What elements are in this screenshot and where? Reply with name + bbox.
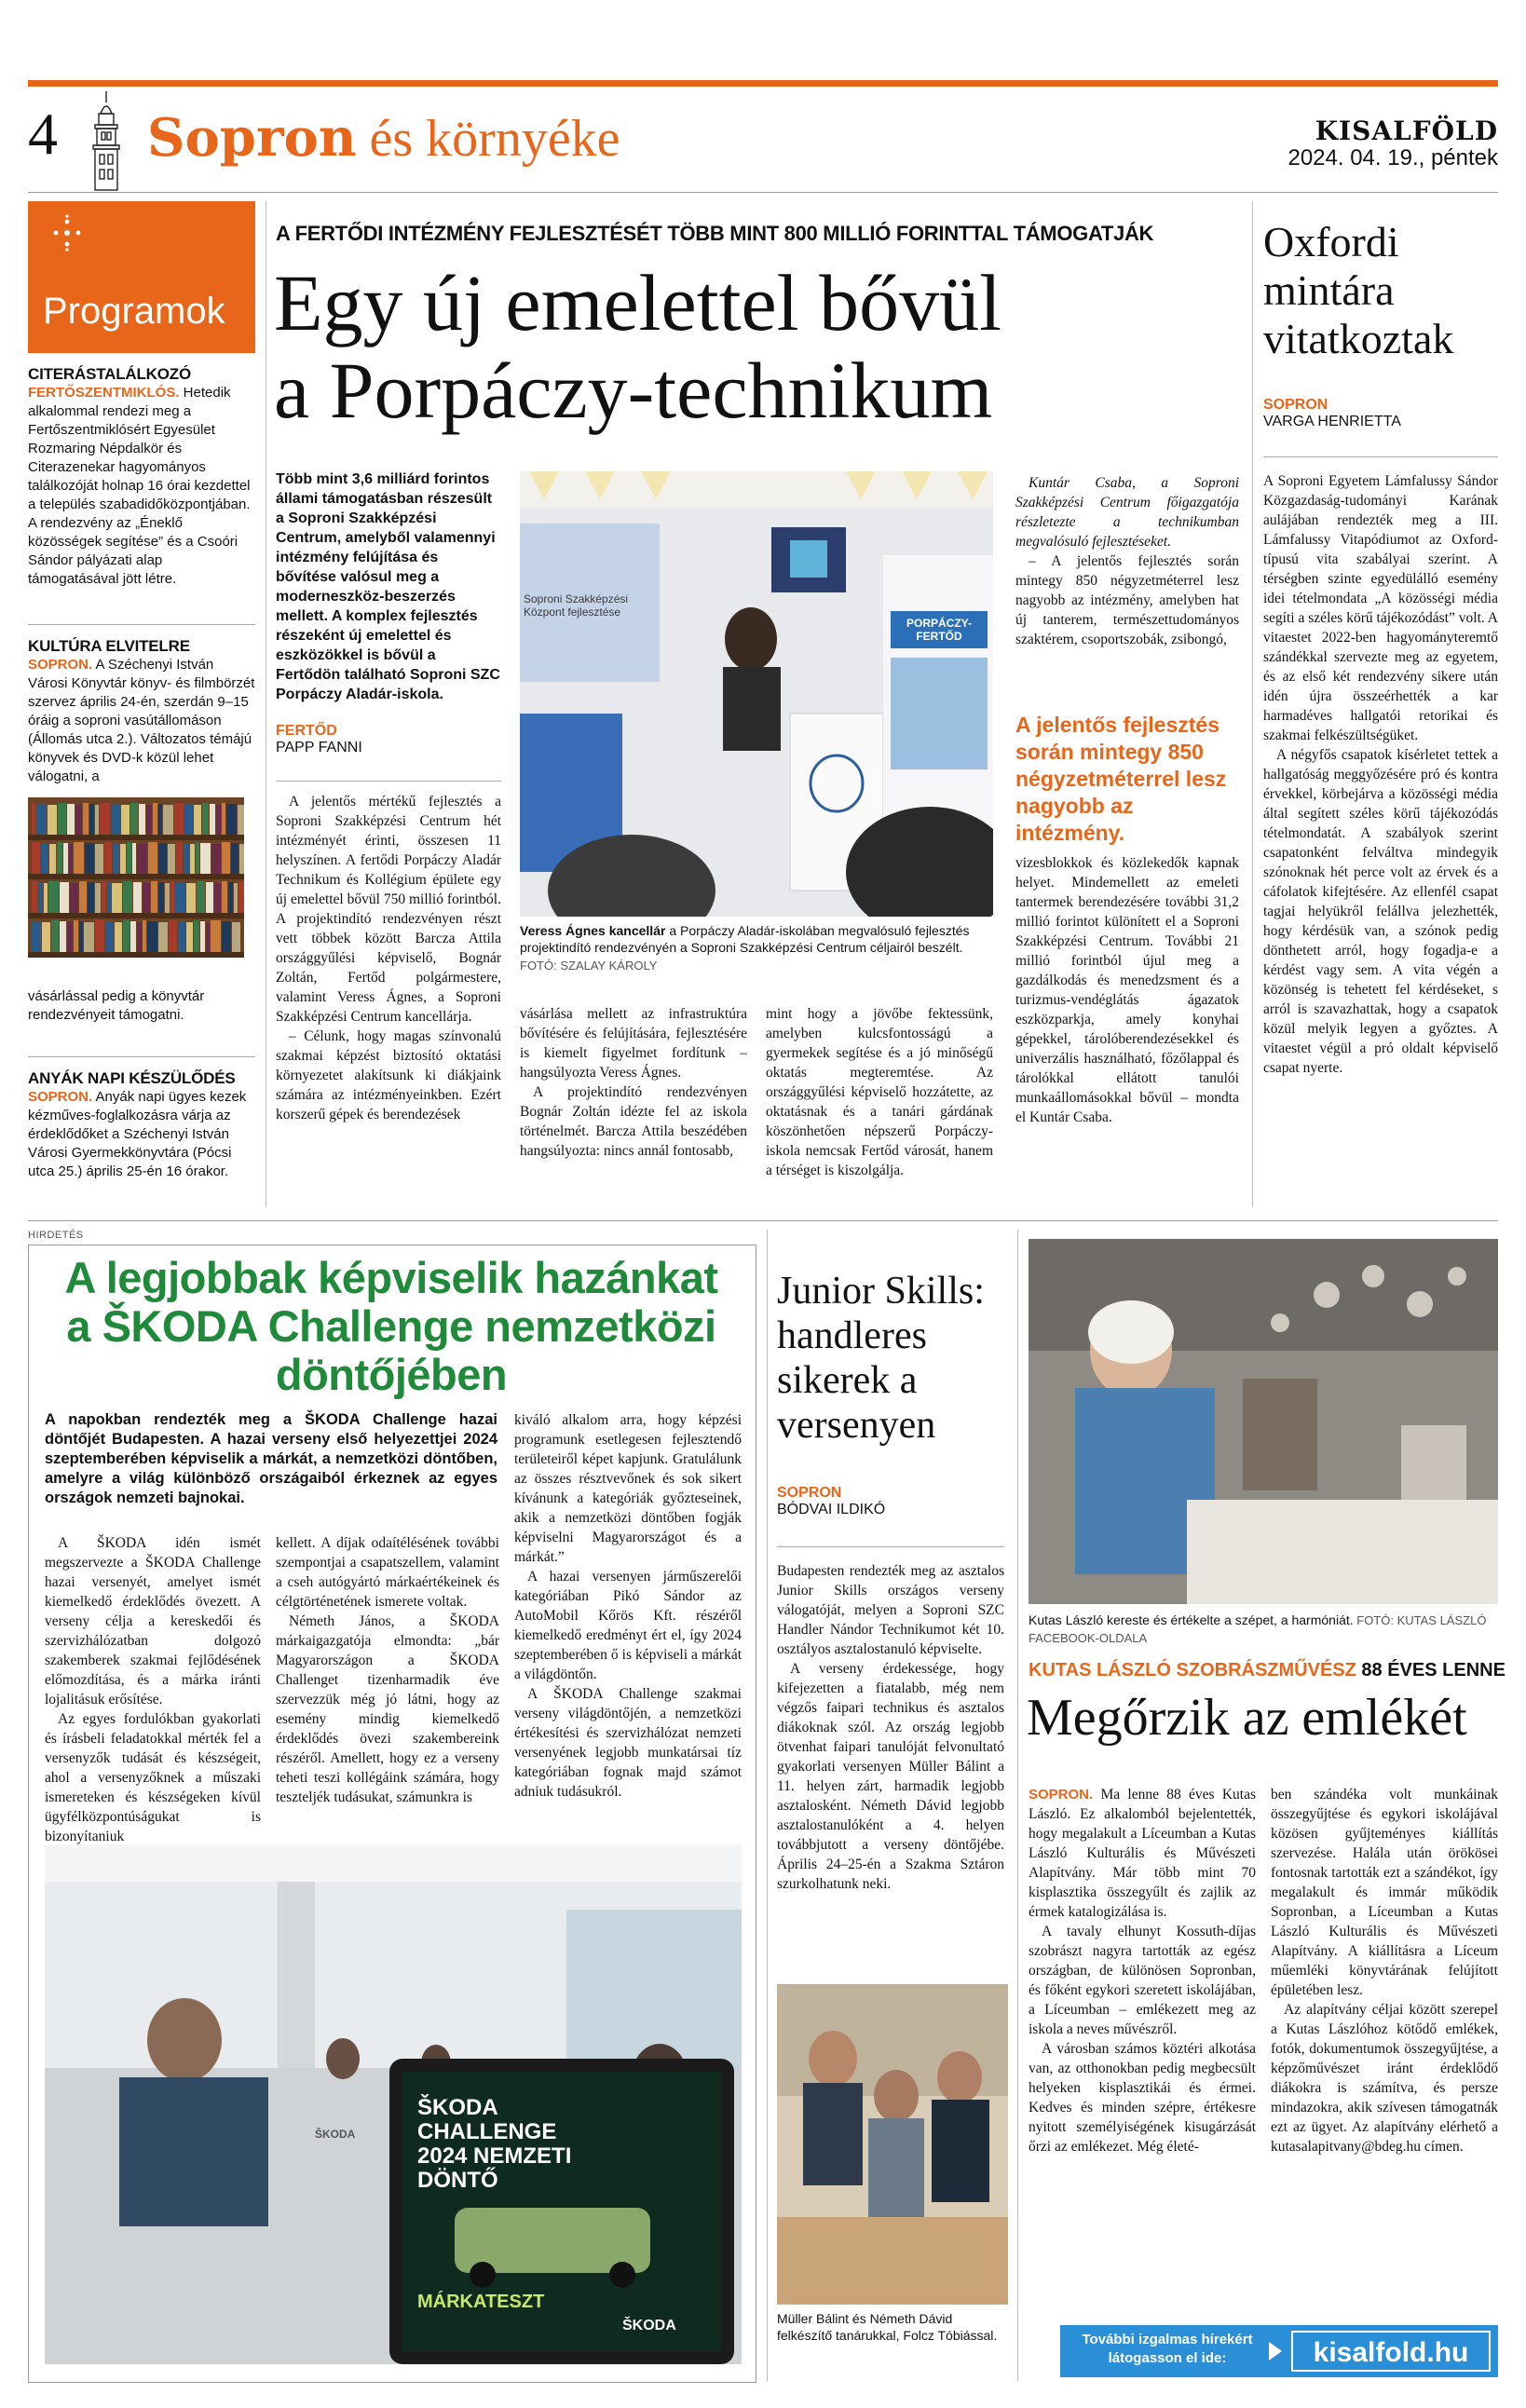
byline-location: SOPRON: [777, 1485, 842, 1501]
ad-label: HIRDETÉS: [28, 1230, 84, 1241]
byline-author: VARGA HENRIETTA: [1263, 414, 1401, 429]
section-title-bold: Sopron: [147, 107, 357, 169]
program-text: A Széchenyi István Városi Könyvtár könyv- és filmbörzét szervez április 24-én, szerdán 9–15 óráig a soproni vasútállomáson (Állomás utca 2.). Változatos témájú könyvek és DVD-k közül lehet válogatni, a: [28, 657, 255, 784]
ad-photo: [45, 1844, 742, 2364]
paragraph: – A jelentős fejlesztés során mintegy 850 négyzetméterrel lesz nagyobb az intézmény, amelyben hat új tanterem, természettudományos szaktérem, csoportszobák, zsibongó,: [1015, 553, 1239, 647]
paragraph: [1015, 473, 1239, 551]
main-photo-caption: [520, 922, 993, 974]
paragraph: A városban számos köztéri alkotása van, az otthonokban pedig megbecsült helyeken kisplasztikái és érmei. Kedves és minden szépre, értékesre nyitott személyiségének kisugárzását őrzi az emlékezet. Még életé-: [1029, 2041, 1256, 2155]
main-col-4: [1015, 473, 1239, 649]
paragraph: [1029, 1785, 1256, 1922]
byline: [276, 723, 501, 756]
paragraph: mint hogy a jövőbe fektessünk, amelyben kulcsfontosságú a gyermekek segítése és a jó minőségű oktatás megteremtése. Az országgyűlési képviselő hozzátette, az oktatásnak és a tanári gárdának köszönhetően népszerű Porpáczy-iskola nemcsak Fertőd városát, hanem a térséget is kiszolgálja.: [766, 1006, 993, 1178]
kicker-bold: KUTAS LÁSZLÓ SZOBRÁSZMŰVÉSZ: [1029, 1660, 1356, 1680]
main-kicker: A FERTŐDI INTÉZMÉNY FEJLESZTÉSÉT TÖBB MINT 800 MILLIÓ FORINTTAL TÁMOGATJÁK: [276, 222, 1154, 245]
divider: [276, 781, 501, 782]
paragraph: vizesblokkok és közlekedők kapnak helyet. Mindemellett az emeleti tantermek berendezésére további 31,2 millió forintot különített el a Soproni Szakképzési Centrum. További 21 millió forintból újul meg a gazdálkodás és menedzsment és a turizmus-vendéglátás ágazatok eszközparkja, amely konyhai gépekkel, tárolóberendezésekkel és univerzális használható, főzőlappal és tárolókkal ellátott tanulói munkaállomásokkal bővül – mondta el Kuntár Csaba.: [1015, 855, 1239, 1125]
paragraph-text: Ma lenne 88 éves Kutas László. Ez alkalomból bejelentették, hogy megalakult a Líceumban a Kutas László Kulturális és Művészeti Alapítvány. Már több mint 70 kisplasztika összegyűlt és zajlik az érmek katalogizálása is.: [1029, 1787, 1256, 1920]
caption-credit: FOTÓ: SZALAY KÁROLY: [520, 959, 658, 973]
program-title: CITERÁSTALÁLKOZÓ: [28, 365, 191, 383]
paragraph: Budapesten rendezték meg az asztalos Junior Skills országos verseny válogatóját, melyen a Soproni SZC Handler Nándor Technikumot két 10. osztályos asztalostanuló képviselte.: [777, 1563, 1004, 1657]
byline-location: SOPRON: [1263, 397, 1328, 413]
oxford-body: [1263, 471, 1498, 1078]
tablet-line: DÖNTŐ: [417, 2168, 498, 2193]
ad-headline-line-2: a ŠKODA Challenge nemzetközi: [66, 1301, 716, 1351]
page-number: 4: [28, 101, 58, 167]
tablet-line: 2024 NEMZETI: [417, 2143, 572, 2169]
byline-author: BÓDVAI ILDIKÓ: [777, 1502, 886, 1517]
promo-line-1: További izgalmas hírekért: [1082, 2332, 1253, 2347]
ad-col-1: [45, 1533, 261, 1846]
paragraph: Németh János, a ŠKODA márkaigazgatója elmondta: „bár Magyarországon a ŠKODA Challenget tizenharmadik éve szervezzük még jó látni, hogy az esemény mindig kiemelkedő érdeklődés övezi szakembereink részéről. Amellett, hogy ez a verseny teheti teszi kollégáink számára, hogy teszteljék tudásukat, számunkra is: [276, 1613, 499, 1805]
bookshelf-photo: [28, 797, 244, 958]
program-text-after: vásárlással pedig a könyvtár rendezvényeit támogatni.: [28, 988, 205, 1023]
divider: [777, 1546, 1004, 1547]
tablet-subtitle: MÁRKATESZT: [417, 2292, 545, 2312]
main-headline: [274, 259, 1252, 434]
programs-box: [28, 201, 255, 353]
ad-col-3: [514, 1410, 742, 1802]
caption-credit: FOTÓ: KUTAS LÁSZLÓ FACEBOOK-OLDALA: [1029, 1613, 1487, 1645]
caption-text: a Porpáczy Aladár-iskolában megvalósuló fejlesztés projektindító rendezvényén a Soproni Szakképzési Centrum céljairól beszélt.: [520, 923, 970, 955]
paragraph: A hazai versenyen járműszerelői kategóriában Pikó Sándor az AutoMobil Kőrös Kft. részéről kiemelkedő eredményt ért el, így 2024 szeptemberében ő is képviseli a márkát a világdöntőn.: [514, 1569, 742, 1682]
program-item-1: [28, 365, 255, 589]
divider: [1263, 456, 1498, 457]
paragraph-text: Kuntár Csaba, a Soproni Szakképzési Centrum főigazgatója részletezte a technikumban megvalósuló fejlesztéseket.: [1015, 475, 1239, 550]
ad-lead: A napokban rendezték meg a ŠKODA Challenge hazai döntőjét Budapesten. A hazai verseny első helyezettjei 2024 szeptemberében képviselik a márkát, a nemzetközi döntőben, amelyre a világ különböző országaiból érkeznek az egyes országok nemzeti bajnokai.: [45, 1411, 497, 1506]
ad-headline-line-1: A legjobbak képviselik hazánkat: [64, 1253, 718, 1302]
oxford-headline: Oxfordi mintára vitatkoztak: [1263, 218, 1454, 362]
headline-line-1: Egy új emelettel bővül: [274, 258, 1001, 347]
kutas-location: SOPRON.: [1029, 1787, 1094, 1803]
program-text: Anyák napi ügyes kezek kézműves-foglalkozásra várja az érdeklődőket a Széchenyi István Városi Gyermekkönyvtára (Pócsi utca 25.) április 25-én 16 órakor.: [28, 1089, 247, 1179]
headline-line-2: a Porpáczy-technikum: [274, 346, 993, 435]
sculptor-photo: [1029, 1239, 1498, 1604]
tablet-line: CHALLENGE: [417, 2119, 557, 2144]
column-rule: [1252, 201, 1253, 1207]
paragraph: vásárlása mellett az infrastruktúra bővítésére és felújítására, fejlesztésére is kiemelt figyelmet fordítunk – hangsúlyozta Veress Ágnes.: [520, 1006, 747, 1081]
tablet-line: ŠKODA: [417, 2095, 498, 2120]
promo-line-2: látogasson el ide:: [1108, 2350, 1227, 2366]
junior-headline: Junior Skills: handleres sikerek a versenyen: [777, 1270, 985, 1447]
ad-headline: [37, 1254, 745, 1399]
program-item-2: [28, 637, 255, 786]
main-col-3: [766, 1004, 993, 1180]
program-location: SOPRON.: [28, 1089, 93, 1105]
promo-site-link[interactable]: kisalfold.hu: [1291, 2331, 1491, 2372]
byline-location: FERTŐD: [276, 723, 337, 739]
section-title-rest: és környéke: [356, 110, 620, 168]
kutas-col-2: [1271, 1785, 1498, 2156]
sparkle-icon: [48, 214, 86, 252]
header-rule: [28, 192, 1498, 193]
junior-photo: [777, 1984, 1008, 2305]
pull-quote: A jelentős fejlesztés során mintegy 850 négyzetméterrel lesz nagyobb az intézmény.: [1015, 713, 1227, 845]
paragraph: A ŠKODA idén ismét megszervezte a ŠKODA Challenge hazai versenyét, amelyet ismét kiemelkedő érdeklődés övezett. A verseny célja a kereskedői és szervizhálózatban dolgozó szakemberek szakmai fejlődésének előmozdítása, és a márka iránti lojalitásuk erősítése.: [45, 1535, 261, 1707]
oxford-byline: [1263, 397, 1492, 430]
program-location: SOPRON.: [28, 657, 93, 673]
paragraph: A jelentős mértékű fejlesztés a Soproni Szakképzési Centrum hét intézményét érinti, összesen 11 helyszínen. A fertődi Porpáczy Aladár Technikum és Kollégium épülete egy új emelettel bővül 750 millió forintból. A projektindító rendezvényen részt vett többek között Barcza Attila országgyűlési képviselő, Bognár Zoltán, Fertőd polgármestere, valamint Veress Ágnes, a Soproni Szakképzési Centrum kancellárja.: [276, 794, 501, 1025]
photo-screen-text: Soproni Szakképzési Központ fejlesztése: [524, 592, 629, 619]
byline-author: PAPP FANNI: [276, 740, 362, 755]
kutas-headline: Megőrzik az emlékét: [1027, 1689, 1467, 1747]
paragraph: A ŠKODA Challenge szakmai verseny világdöntőjén, a nemzetközi értékesítési és szervizhálózat nemzeti versenyének legjobb munkatársai tíz kategóriában fognak majd számot adniuk tudásukról.: [514, 1686, 742, 1800]
program-body: [28, 656, 255, 786]
divider: [28, 624, 255, 625]
main-lead: Több mint 3,6 milliárd forintos állami támogatásban részesült a Soproni Szakképzési Centrum, amelyből valamennyi intézmény felújítása és bővítése valósul meg a moderneszköz-beszerzés mellett. A komplex fejlesztés részeként új emelettel és eszközökkel is bővül a Fertődön található Soproni SZC Porpáczy Aladár-iskola.: [276, 471, 500, 702]
main-col-2: [520, 1004, 747, 1161]
paragraph: kellett. A díjak odaítélésének további szempontjai a csapatszellem, valamint a cseh autógyártó márkaértékeinek és célgtörténetének ismerete voltak.: [276, 1535, 499, 1610]
section-rule: [28, 1220, 1498, 1221]
kutas-col-1: [1029, 1785, 1256, 2156]
kutas-kicker: [1029, 1660, 1506, 1681]
junior-caption: Müller Bálint és Németh Dávid felkészítő tanárukkal, Folcz Tóbiással.: [777, 2311, 998, 2343]
junior-byline: [777, 1485, 1004, 1518]
main-col-4b: [1015, 853, 1239, 1127]
section-title: [147, 107, 620, 169]
main-col-1: [276, 792, 501, 1124]
paragraph: Az egyes fordulókban gyakorlati és írásbeli feladatokkal mérték fel a versenyzők tudását és készségeit, ahol a versenyzőknek a műszaki ismereteken és készségeken kívül ügyfélközpontúságukat is bizonyítaniuk: [45, 1711, 261, 1844]
program-item-3: [28, 1069, 255, 1181]
program-title: KULTÚRA ELVITELRE: [28, 637, 190, 655]
brand-name: KISALFÖLD: [1315, 116, 1498, 146]
caption-text: Kutas László kereste és értékelte a szépet, a harmóniát.: [1029, 1612, 1354, 1627]
paragraph: ben szándéka volt munkáinak összegyűjtése és egykori iskolájával közösen gyűjteményes kiállítás szervezése. Halála után örökösei fontosnak tartották ezt a szándékot, így megalakult és immár működik Sopronban, a Líceumban a Kutas László Kulturális és Művészeti Alapítvány. A kiállításra a Líceum műemléki könyvtárának felújított épületében lesz.: [1271, 1787, 1498, 1998]
site-promo[interactable]: [1060, 2325, 1498, 2377]
paragraph: kiváló alkalom arra, hogy képzési programunk esetlegesen fejlesztendő területeiről képet kapjunk. Gratulálunk az összes résztvevőnek és sok sikert kívánunk a kategóriák győzteseinek, akik a nemzetközi döntőben fogják képviselni Magyarországot és a márkát.”: [514, 1412, 742, 1565]
paragraph: A verseny érdekessége, hogy kifejezetten a fiatalabb, még nem végzős faipari technikus és asztalos diákoknak szól. Az ország legjobb ötvenhat faipari tanulóját felvonultató gyakorlati versenyen Müller Bálint a 11. helyen zárt, harmadik legjobb asztalosként. Németh Dávid legjobb asztalostanulóként a 4. helyen továbbjutott a verseny döntőjébe. Április 24–25-én a Szakma Sztáron szurkolhatunk neki.: [777, 1661, 1004, 1892]
program-location: FERTŐSZENTMIKLÓS.: [28, 385, 180, 401]
sculptor-caption: [1029, 1612, 1498, 1647]
top-rule: [28, 80, 1498, 87]
issue-date: 2024. 04. 19., péntek: [1288, 145, 1498, 170]
divider: [28, 1056, 255, 1057]
program-title: ANYÁK NAPI KÉSZÜLŐDÉS: [28, 1069, 236, 1087]
paragraph: – Célunk, hogy magas színvonalú szakmai képzést biztosító oktatási környezetet alakítsunk ki diákjaink számára az intézményeinkben. Ezért korszerű gépek és berendezések: [276, 1028, 501, 1122]
paragraph: A tavaly elhunyt Kossuth-díjas szobrászt nagyra tartották az egész országban, de különösen Sopronban, és főként egykori szeretett iskolájában, a Líceumban – emlékezett meg az iskola a neves művészről.: [1029, 1924, 1256, 2037]
ad-col-2: [276, 1533, 499, 1807]
tablet-title: [417, 2096, 571, 2193]
column-rule: [767, 1230, 768, 2381]
tablet-brand: ŠKODA: [622, 2318, 676, 2333]
column-rule: [1017, 1230, 1018, 2381]
program-body: [28, 1088, 255, 1181]
desk-sign: ŠKODA: [315, 2128, 356, 2141]
paragraph: Az alapítvány céljai között szerepel a Kutas Lászlóhoz kötődő emlékek, fotók, dokumentumok összegyűjtése, a képzőművészet iránt érdeklődő diákokra is számítva, és persze mindazokra, akik szívesen támogatnák ezt az ügyet. Az alapítvány elérhető a kutasalapitvany@bdeg.hu címen.: [1271, 2002, 1498, 2155]
promo-text: [1070, 2331, 1265, 2368]
program-text: Hetedik alkalommal rendezi meg a Fertőszentmiklósért Egyesület Rozmaring Népdalkör és Citerazenekar hagyományos találkozóját holnap 16 órai kezdettel a település szabadidőközpontjában. A rendezvény az „Éneklő közösségek segítése” és a Csoóri Sándor pályázati alap támogatásával jött létre.: [28, 385, 251, 587]
main-photo: [520, 471, 993, 917]
ad-headline-line-3: döntőjében: [275, 1350, 508, 1399]
arrow-icon: [1269, 2342, 1282, 2360]
photo-banner: PORPÁCZY-FERTŐD: [906, 617, 972, 643]
kicker-rest: 88 ÉVES LENNE: [1356, 1660, 1506, 1680]
caption-name: Veress Ágnes kancellár: [520, 923, 666, 938]
paragraph: A Soproni Egyetem Lámfalussy Sándor Közgazdaság-tudományi Karának aulájában rendezték meg a III. Lámfalussy Vitapódiumot az Oxford-típusú vita szabályai szerint. A térségben szinte egyedülálló esemény idei tételmondata „A közösségi média segíti a széles körű tájékozódást” volt. A vitaestet 2022-ben hagyományteremtő szándékkal szervezte meg az egyetem, és az első két rendezvény sikere után idén újra összeérhették a kar harmadéves hallgatói retorikai és szakmai felkészültségüket.: [1263, 473, 1498, 743]
tower-icon: [80, 89, 132, 192]
program-body: [28, 384, 255, 589]
junior-body: [777, 1561, 1004, 1894]
programs-title: Programok: [43, 291, 225, 332]
paragraph: A négyfős csapatok kísérletet tettek a hallgatóság meggyőzésére pró és kontra érvekkel, körbejárva a közösségi média által segített széles körű tájékozódás tételmondatát. A szabályok szerint csapatonként felváltva mindegyik szónoknak hét perce volt az érvek és a cáfolatok kifejtésére. Az ellenfél csapat tagjai helyükről felállva jelezhették, hogy kérdésük van, a szónok pedig dönthetett arról, hogy fogadja-e a kérdést vagy sem. A vita végén a közönség is tehetett fel kérdéseket, s arról is szavazhattak, hogy a csapatok közül melyik legyen a győztes. A vitaestet végül a pró oldalt képviselő csapat nyerte.: [1263, 747, 1498, 1076]
paragraph: A projektindító rendezvényen Bognár Zoltán idézte fel az iskola történelmét. Barcza Attila beszédében hangsúlyozta: nincs annál fontosabb,: [520, 1084, 747, 1159]
